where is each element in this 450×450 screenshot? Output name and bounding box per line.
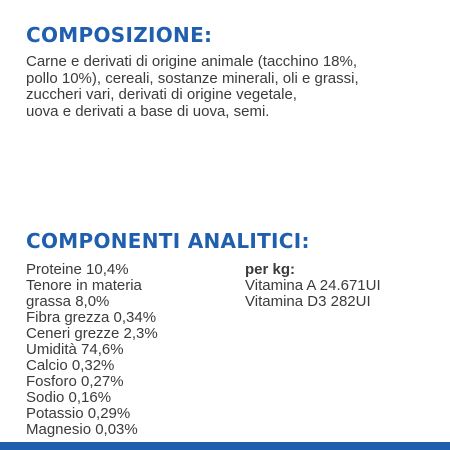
composition-heading: COMPOSIZIONE: <box>26 23 213 47</box>
analytical-value: Sodio 0,16% <box>26 389 112 406</box>
analytical-value: Tenore in materia <box>26 277 142 294</box>
per-kg-label: per kg: <box>245 261 296 278</box>
analytical-values-list <box>26 262 158 438</box>
analytical-components-heading: COMPONENTI ANALITICI: <box>26 229 310 253</box>
analytical-value: Magnesio 0,03% <box>26 421 138 438</box>
composition-line: pollo 10%), cereali, sostanze minerali, oli e grassi, <box>26 69 359 87</box>
analytical-value: Fosforo 0,27% <box>26 373 124 390</box>
vitamin-value: Vitamina A 24.671UI <box>245 277 381 294</box>
composition-line: zuccheri vari, derivati di origine vegetale, <box>26 86 297 103</box>
composition-text <box>26 54 436 120</box>
analytical-value: Calcio 0,32% <box>26 357 115 374</box>
analytical-value: Fibra grezza 0,34% <box>26 309 157 326</box>
vitamins-list <box>245 262 381 310</box>
analytical-value: Potassio 0,29% <box>26 405 131 422</box>
bottom-accent-bar <box>0 442 450 450</box>
analytical-value: Ceneri grezze 2,3% <box>26 325 158 342</box>
vitamin-value: Vitamina D3 282UI <box>245 293 371 310</box>
composition-line: Carne e derivati di origine animale (tacchino 18%, <box>26 53 358 70</box>
composition-line: uova e derivati a base di uova, semi. <box>26 102 270 120</box>
analytical-value: Umidità 74,6% <box>26 341 124 358</box>
analytical-value: grassa 8,0% <box>26 293 110 310</box>
analytical-value: Proteine 10,4% <box>26 261 129 278</box>
